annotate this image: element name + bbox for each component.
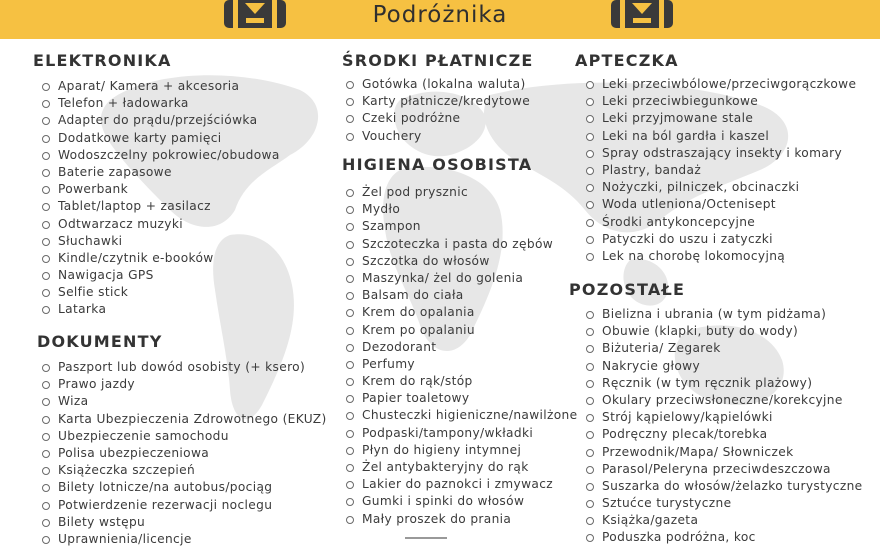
checklist-item-label: Biżuteria/ Zegarek [602, 341, 721, 356]
checklist-item-label: Słuchawki [58, 233, 123, 248]
section-heading: APTECZKA [575, 51, 679, 70]
checklist-item-label: Patyczki do uszu i zatyczki [602, 231, 773, 246]
checkbox-circle-icon[interactable] [346, 447, 354, 455]
checklist-item-label: Karty płatnicze/kredytowe [362, 94, 531, 109]
checklist-item-label: Woda utleniona/Octenisept [602, 197, 776, 212]
checkbox-circle-icon[interactable] [42, 502, 50, 510]
checklist-item-label: Bielizna i ubrania (w tym pidżama) [602, 307, 827, 321]
checkbox-circle-icon[interactable] [346, 327, 354, 335]
checklist-item-label: Żel pod prysznic [362, 185, 469, 199]
checklist-item-label: Obuwie (klapki, buty do wody) [602, 324, 799, 339]
checklist-item-label: Krem do rąk/stóp [362, 374, 473, 389]
checkbox-circle-icon[interactable] [346, 361, 354, 369]
checklist-item-label: Mały proszek do prania [362, 511, 512, 526]
checkbox-circle-icon[interactable] [346, 464, 354, 472]
checklist-item-label: Nawigacja GPS [58, 268, 154, 283]
checklist-item-label: Krem do opalania [362, 305, 475, 320]
section-heading: ELEKTRONIKA [33, 51, 172, 70]
checklist-item-label: Ręcznik (w tym ręcznik plażowy) [602, 375, 813, 390]
checklist-item-label: Paszport lub dowód osobisty (+ ksero) [58, 360, 306, 374]
checklist-item-label: Perfumy [362, 356, 415, 371]
checklist-item-label: Prawo jazdy [58, 377, 135, 392]
checkbox-circle-icon[interactable] [586, 253, 594, 261]
checklist-item-label: Podręczny plecak/torebka [602, 427, 768, 442]
checkbox-circle-icon[interactable] [586, 311, 594, 319]
checklist-item-label: Gumki i spinki do włosów [362, 494, 525, 509]
checklist-item-label: Leki na ból gardła i kaszel [602, 128, 770, 143]
divider [405, 537, 447, 539]
checkbox-circle-icon[interactable] [42, 135, 50, 143]
checklist-item-label: Podpaski/tampony/wkładki [362, 425, 534, 440]
checklist-item-label: Selfie stick [58, 285, 129, 300]
checklist-item-label: Żel antybakteryjny do rąk [362, 460, 529, 474]
section-heading: HIGIENA OSOBISTA [342, 155, 533, 174]
checklist-item-label: Książka/gazeta [602, 513, 699, 528]
checkbox-circle-icon[interactable] [42, 306, 50, 314]
checklist-item-label: Leki przeciwbólowe/przeciwgorączkowe [602, 77, 857, 91]
checklist-item-label: Gotówka (lokalna waluta) [362, 77, 526, 91]
checkbox-circle-icon[interactable] [586, 517, 594, 525]
suitcase-icon [611, 0, 673, 28]
checkbox-circle-icon[interactable] [42, 272, 50, 280]
checkbox-circle-icon[interactable] [586, 167, 594, 175]
checklist-item-label: Karta Ubezpieczenia Zdrowotnego (EKUZ) [58, 411, 327, 426]
checklist-item-label: Tablet/laptop + zasilacz [58, 199, 211, 214]
checkbox-circle-icon[interactable] [42, 238, 50, 246]
checkbox-circle-icon[interactable] [586, 500, 594, 508]
checklist-item-label: Krem po opalaniu [362, 322, 475, 337]
checkbox-circle-icon[interactable] [346, 189, 354, 197]
checklist-item-label: Baterie zapasowe [58, 164, 172, 179]
checklist-item-label: Parasol/Peleryna przeciwdeszczowa [602, 461, 831, 476]
checklist-item-label: Latarka [58, 302, 107, 317]
checkbox-circle-icon[interactable] [346, 81, 354, 89]
section-heading: ŚRODKI PŁATNICZE [342, 51, 534, 70]
checklist-item-label: Aparat/ Kamera + akcesoria [58, 79, 240, 93]
checkbox-circle-icon[interactable] [42, 289, 50, 297]
checkbox-circle-icon[interactable] [346, 430, 354, 438]
checklist-item-label: Maszynka/ żel do golenia [362, 270, 524, 285]
checklist-item-label: Ubezpieczenie samochodu [58, 428, 229, 443]
checkbox-circle-icon[interactable] [42, 450, 50, 458]
checklist-item-label: Przewodnik/Mapa/ Słowniczek [602, 444, 794, 459]
checklist-item-label: Nożyczki, pilniczek, obcinaczki [602, 180, 800, 195]
checklist-item-label: Leki przyjmowane stale [602, 111, 754, 126]
checkbox-circle-icon[interactable] [346, 344, 354, 352]
checklist-item-label: Potwierdzenie rezerwacji noclegu [58, 497, 273, 512]
checklist-item-label: Szampon [362, 219, 421, 234]
checklist-item-label: Leki przeciwbiegunkowe [602, 94, 759, 109]
checklist-item-label: Poduszka podróżna, koc [602, 530, 756, 545]
checkbox-circle-icon[interactable] [346, 133, 354, 141]
checklist-item-label: Dodatkowe karty pamięci [58, 130, 222, 145]
checklist-item-label: Książeczka szczepień [58, 463, 196, 478]
checkbox-circle-icon[interactable] [42, 83, 50, 91]
checkbox-circle-icon[interactable] [586, 534, 594, 542]
checkbox-circle-icon[interactable] [586, 466, 594, 474]
checkbox-circle-icon[interactable] [586, 133, 594, 141]
checklist-item-label: Płyn do higieny intymnej [362, 442, 522, 457]
checklist-item-label: Odtwarzacz muzyki [58, 216, 183, 231]
checklist-item-label: Papier toaletowy [362, 391, 470, 406]
checkbox-circle-icon[interactable] [586, 483, 594, 491]
checkbox-circle-icon[interactable] [42, 433, 50, 441]
checkbox-circle-icon[interactable] [42, 186, 50, 194]
checkbox-circle-icon[interactable] [42, 255, 50, 263]
header-banner [0, 0, 880, 39]
checkbox-circle-icon[interactable] [42, 467, 50, 475]
checkbox-circle-icon[interactable] [346, 258, 354, 266]
checklist-item-label: Sztućce turystyczne [602, 496, 732, 511]
checkbox-circle-icon[interactable] [42, 221, 50, 229]
checklist-item-label: Środki antykoncepcyjne [602, 214, 756, 229]
checklist-item-label: Suszarka do włosów/żelazko turystyczne [602, 478, 863, 493]
checklist-item-label: Bilety lotnicze/na autobus/pociąg [58, 480, 273, 495]
section-heading: POZOSTAŁE [569, 280, 686, 299]
checklist-item-label: Strój kąpielowy/kąpielówki [602, 410, 773, 425]
checkbox-circle-icon[interactable] [586, 380, 594, 388]
checklist-item-label: Polisa ubezpieczeniowa [58, 445, 210, 460]
checkbox-circle-icon[interactable] [346, 275, 354, 283]
checkbox-circle-icon[interactable] [586, 236, 594, 244]
checklist-item-label: Lakier do paznokci i zmywacz [362, 477, 554, 492]
checkbox-circle-icon[interactable] [42, 100, 50, 108]
checkbox-circle-icon[interactable] [586, 449, 594, 457]
checkbox-circle-icon[interactable] [42, 117, 50, 125]
checkbox-circle-icon[interactable] [42, 169, 50, 177]
checklist-item-label: Plastry, bandaż [602, 162, 702, 177]
checkbox-circle-icon[interactable] [346, 516, 354, 524]
checklist-item-label: Szczotka do włosów [362, 253, 490, 268]
checklist-item-label: Uprawnienia/licencje [58, 531, 192, 546]
checklist-item-label: Dezodorant [362, 339, 437, 354]
checklist-item-label: Wiza [58, 394, 89, 409]
checklist-item-label: Vouchery [362, 128, 422, 143]
checkbox-circle-icon[interactable] [42, 203, 50, 211]
checkbox-circle-icon[interactable] [42, 519, 50, 527]
checklist-item-label: Telefon + ładowarka [58, 96, 189, 111]
checklist-item-label: Spray odstraszający insekty i komary [602, 145, 843, 160]
checklist-item-label: Chusteczki higieniczne/nawilżone [362, 408, 578, 423]
checklist-item-label: Adapter do prądu/przejściówka [58, 113, 258, 128]
checklist-item-label: Czeki podróżne [362, 111, 461, 126]
checkbox-circle-icon[interactable] [42, 398, 50, 406]
checkbox-circle-icon[interactable] [586, 81, 594, 89]
checkbox-circle-icon[interactable] [42, 381, 50, 389]
checkbox-circle-icon[interactable] [42, 416, 50, 424]
checkbox-circle-icon[interactable] [586, 397, 594, 405]
checklist-item-label: Kindle/czytnik e-booków [58, 250, 214, 265]
checkbox-circle-icon[interactable] [586, 363, 594, 371]
checkbox-circle-icon[interactable] [42, 484, 50, 492]
checklist-item-label: Bilety wstępu [58, 514, 146, 529]
section-heading: DOKUMENTY [37, 332, 163, 351]
checklist-item-label: Powerbank [58, 182, 128, 197]
checklist-item-label: Okulary przeciwsłoneczne/korekcyjne [602, 392, 843, 407]
checklist-item-label: Wodoszczelny pokrowiec/obudowa [58, 147, 280, 162]
checkbox-circle-icon[interactable] [346, 241, 354, 249]
checkbox-circle-icon[interactable] [586, 219, 594, 227]
checkbox-circle-icon[interactable] [42, 152, 50, 160]
checklist-item-label: Lek na chorobę lokomocyjną [602, 248, 786, 263]
checklist-item-label: Mydło [362, 202, 401, 217]
checklist-item-label: Szczoteczka i pasta do zębów [362, 236, 554, 251]
checklist-item-label: Nakrycie głowy [602, 358, 701, 373]
checkbox-circle-icon[interactable] [346, 378, 354, 386]
checklist-item-label: Balsam do ciała [362, 288, 464, 303]
checkbox-circle-icon[interactable] [586, 150, 594, 158]
checkbox-circle-icon[interactable] [42, 364, 50, 372]
page-title: Podróżnika [372, 2, 508, 28]
checkbox-circle-icon[interactable] [346, 498, 354, 506]
